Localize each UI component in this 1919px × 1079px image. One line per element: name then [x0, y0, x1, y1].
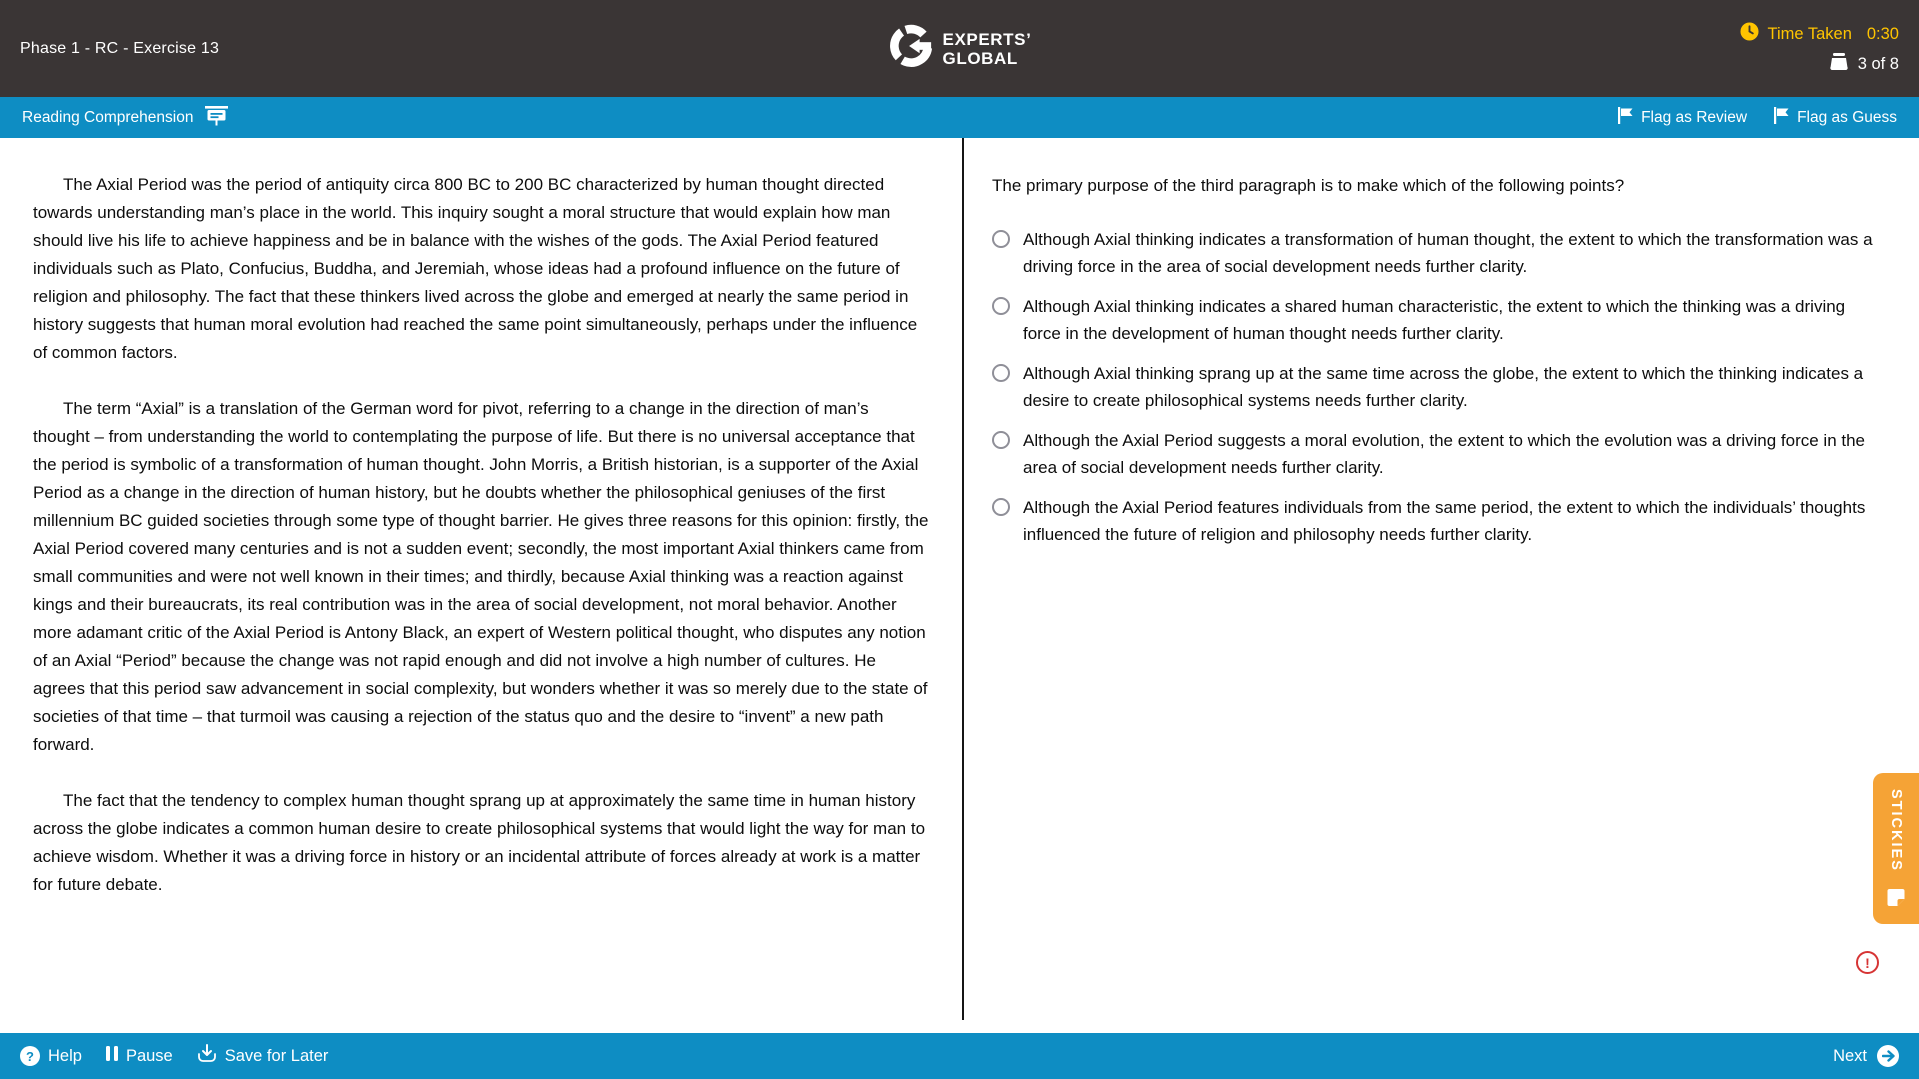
option-text: Although Axial thinking indicates a shared human characteristic, the extent to which the thinking was a driving force in the development of human thought needs further clarity. — [1023, 297, 1846, 343]
card-stack-icon — [1829, 53, 1849, 75]
answer-option-5[interactable] — [992, 494, 1879, 548]
option-text: Although Axial thinking sprang up at the same time across the globe, the extent to which the thinking indicates a desire to create philosophical systems needs further clarity. — [1023, 364, 1864, 410]
next-arrow-icon — [1877, 1045, 1899, 1067]
sticky-note-icon — [1888, 889, 1905, 911]
option-text: Although Axial thinking indicates a transformation of human thought, the extent to which the transformation was a driving force in the area of social development needs further clarity. — [1023, 230, 1873, 276]
main-content — [0, 138, 1919, 1033]
answer-option-2[interactable] — [992, 293, 1879, 347]
passage-panel — [0, 138, 962, 1033]
question-panel — [964, 138, 1919, 1033]
question-progress-text: 3 of 8 — [1857, 54, 1899, 73]
help-icon: ? — [20, 1046, 40, 1066]
exercise-title: Phase 1 - RC - Exercise 13 — [20, 39, 220, 57]
next-button[interactable] — [1833, 1045, 1899, 1067]
time-taken-value: 0:30 — [1866, 24, 1899, 43]
question-prompt: The primary purpose of the third paragraph is to make which of the following points? — [992, 176, 1625, 195]
help-button[interactable] — [20, 1046, 82, 1066]
save-for-later-button[interactable] — [197, 1044, 329, 1068]
answer-option-4[interactable] — [992, 427, 1879, 481]
pause-button[interactable] — [106, 1046, 173, 1066]
brand-logo — [0, 0, 1919, 97]
header-status-block — [1740, 0, 1900, 97]
option-radio[interactable] — [992, 364, 1010, 382]
flag-icon — [1773, 107, 1789, 129]
option-text: Although the Axial Period suggests a moral evolution, the extent to which the evolution was a driving force in the area of social development needs further clarity. — [1023, 431, 1865, 477]
help-label: Help — [48, 1046, 82, 1065]
option-radio[interactable] — [992, 431, 1010, 449]
flag-as-guess-label: Flag as Guess — [1797, 108, 1897, 126]
stickies-label: STICKIES — [1888, 789, 1904, 872]
passage-paragraph-3: The fact that the tendency to complex human thought sprang up at approximately the same time in human history across the globe indicates a common human desire to create philosophical systems that would light the way for man to achieve wisdom. Whether it was a driving force in history or an incidental attribute of forces already at work is a matter for future debate. — [33, 791, 926, 894]
answer-option-1[interactable] — [992, 226, 1879, 280]
top-header-bar — [0, 0, 1919, 97]
answer-option-3[interactable] — [992, 360, 1879, 414]
passage-paragraph-2: The term “Axial” is a translation of the German word for pivot, referring to a change in the direction of man’s thought – from understanding the world to contemplating the purpose of life. But there is no universal acceptance that the period is symbolic of a transformation of human thought. John Morris, a British historian, is a supporter of the Axial Period as a change in the direction of human history, but he doubts whether the philosophical geniuses of the first millennium BC guided societies through some type of thought barrier. He gives three reasons for this opinion: firstly, the Axial Period covered many centuries and is not a sudden event; secondly, the most important Axial thinkers came from small communities and were not well known in their times; and thirdly, because Axial thinking was a reaction against kings and their bureaucrats, its real contribution was in the area of social development, not moral behavior. Another more adamant critic of the Axial Period is Antony Black, an expert of Western political thought, who disputes any notion of an Axial “Period” because the change was not rapid enough and did not involve a high number of cultures. He agrees that this period saw advancement in social complexity, but wonders whether it was so merely due to the state of societies of that time – that turmoil was causing a rejection of the status quo and the desire to “invent” a new path forward. — [33, 399, 929, 754]
passage-paragraph-1: The Axial Period was the period of antiquity circa 800 BC to 200 BC characterized by human thought directed towards understanding man’s place in the world. This inquiry sought a moral structure that would explain how man should live his life to achieve happiness and be in balance with the wishes of the gods. The Axial Period featured individuals such as Plato, Confucius, Buddha, and Jeremiah, whose ideas had a profound influence on the future of religion and philosophy. The fact that these thinkers lived across the globe and emerged at nearly the same period in history suggests that human moral evolution had reached the same point simultaneously, perhaps under the influence of common factors. — [33, 175, 918, 362]
bottom-toolbar — [0, 1033, 1919, 1079]
section-label: Reading Comprehension — [22, 108, 194, 126]
question-progress — [1829, 53, 1899, 75]
next-label: Next — [1833, 1046, 1867, 1065]
warning-icon[interactable]: ! — [1856, 951, 1879, 974]
flag-as-review-button[interactable] — [1617, 107, 1747, 129]
pause-label: Pause — [125, 1046, 173, 1065]
flag-as-guess-button[interactable] — [1773, 107, 1897, 129]
option-radio[interactable] — [992, 230, 1010, 248]
time-taken — [1740, 22, 1900, 46]
flag-icon — [1617, 107, 1633, 129]
board-icon[interactable] — [205, 105, 228, 131]
save-for-later-label: Save for Later — [224, 1046, 329, 1065]
logo-mark-icon — [888, 23, 934, 74]
stickies-tab[interactable] — [1873, 773, 1919, 924]
flag-as-review-label: Flag as Review — [1641, 108, 1748, 126]
download-icon — [197, 1044, 217, 1068]
option-text: Although the Axial Period features individuals from the same period, the extent to which the individuals’ thoughts influenced the future of religion and philosophy needs further clarity. — [1023, 498, 1866, 544]
clock-icon — [1740, 22, 1759, 46]
logo-text: EXPERTS’ GLOBAL — [942, 29, 1032, 68]
option-radio[interactable] — [992, 297, 1010, 315]
time-taken-label: Time Taken — [1767, 24, 1852, 43]
pause-icon — [106, 1046, 118, 1066]
section-toolbar — [0, 97, 1919, 138]
option-radio[interactable] — [992, 498, 1010, 516]
